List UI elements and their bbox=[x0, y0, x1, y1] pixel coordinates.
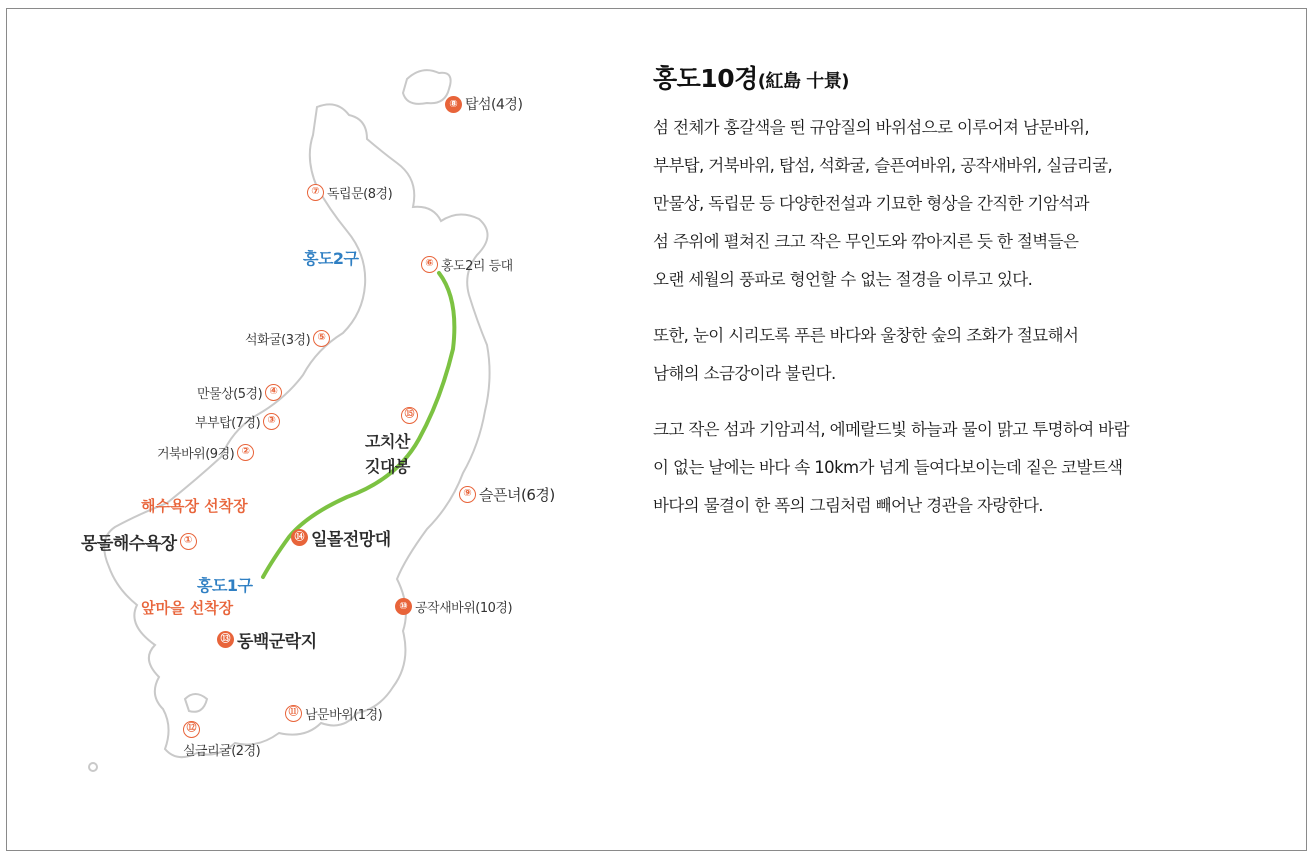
hongdo-map bbox=[67, 59, 627, 819]
title-main: 홍도10경 bbox=[653, 64, 758, 93]
spot-10 bbox=[395, 597, 512, 616]
spot-13-badge: ⑬ bbox=[217, 631, 234, 648]
spot-7-badge: ⑦ bbox=[307, 184, 324, 201]
spot-3-badge: ③ bbox=[263, 413, 280, 430]
paragraph-3 bbox=[653, 411, 1313, 525]
spot-11 bbox=[285, 704, 382, 723]
paragraph-2 bbox=[653, 317, 1313, 393]
spot-13 bbox=[217, 627, 317, 652]
paragraph-1-line: 부부탑, 거북바위, 탑섬, 석화굴, 슬픈여바위, 공작새바위, 실금리굴, bbox=[653, 156, 1113, 175]
spot-13-label: 동백군락지 bbox=[237, 632, 317, 652]
peak-label bbox=[365, 431, 410, 478]
spot-10-badge: ⑩ bbox=[395, 598, 412, 615]
spot-11-badge: ⑪ bbox=[285, 705, 302, 722]
paragraph-3-line: 크고 작은 섬과 기암괴석, 에메랄드빛 하늘과 물이 맑고 투명하여 바람 bbox=[653, 420, 1129, 439]
paragraph-3-line: 바다의 물결이 한 폭의 그림처럼 빼어난 경관을 자랑한다. bbox=[653, 496, 1043, 515]
page-title bbox=[653, 59, 1313, 95]
spot-5-badge-visible: ⑤ bbox=[313, 330, 330, 347]
spot-2-badge: ② bbox=[237, 444, 254, 461]
spot-9-badge: ⑨ bbox=[459, 486, 476, 503]
spot-1-label: 몽돌해수욕장 bbox=[81, 534, 177, 554]
paragraph-1-line: 섬 전체가 홍갈색을 띈 규암질의 바위섬으로 이루어져 남문바위, bbox=[653, 118, 1089, 137]
spot-4 bbox=[197, 383, 282, 402]
description-panel bbox=[653, 59, 1313, 525]
paragraph-1-line: 섬 주위에 펼쳐진 크고 작은 무인도와 깎아지른 듯 한 절벽들은 bbox=[653, 232, 1079, 251]
spot-15-badge: ⑮ bbox=[401, 407, 418, 424]
spot-3 bbox=[195, 412, 280, 431]
harbor-north: 해수욕장 선착장 bbox=[141, 497, 248, 515]
spot-4-label: 만물상(5경) bbox=[197, 387, 263, 402]
spot-1-badge: ① bbox=[180, 533, 197, 550]
spot-6-label: 홍도2리 등대 bbox=[441, 259, 513, 274]
spot-2-label: 거북바위(9경) bbox=[157, 447, 235, 462]
spot-14-label: 일몰전망대 bbox=[311, 530, 391, 550]
spot-2 bbox=[157, 443, 254, 462]
paragraph-3-line: 이 없는 날에는 바다 속 10km가 넘게 들여다보이는데 짙은 코발트색 bbox=[653, 458, 1123, 477]
spot-14 bbox=[291, 525, 391, 550]
spot-5-label: 석화굴(3경) bbox=[245, 333, 311, 348]
paragraph-2-line: 남해의 소금강이라 불린다. bbox=[653, 364, 836, 383]
spot-4-badge: ④ bbox=[265, 384, 282, 401]
spot-8-badge: ⑧ bbox=[445, 96, 462, 113]
district-south: 홍도1구 bbox=[197, 576, 253, 595]
title-sub: (紅島 十景) bbox=[757, 71, 849, 92]
spot-12 bbox=[183, 721, 260, 759]
spot-12-label: 실금리굴(2경) bbox=[183, 744, 261, 759]
spot-10-label: 공작새바위(10경) bbox=[415, 601, 513, 616]
paragraph-1 bbox=[653, 109, 1313, 299]
spot-5 bbox=[245, 329, 330, 348]
spot-9-label: 슬픈녀(6경) bbox=[479, 486, 555, 504]
paragraph-1-line: 오랜 세월의 풍파로 형언할 수 없는 절경을 이루고 있다. bbox=[653, 270, 1033, 289]
paragraph-2-line: 또한, 눈이 시리도록 푸른 바다와 울창한 숲의 조화가 절묘해서 bbox=[653, 326, 1079, 345]
spot-14-badge: ⑭ bbox=[291, 529, 308, 546]
spot-11-label: 남문바위(1경) bbox=[305, 708, 383, 723]
harbor-south: 앞마을 선착장 bbox=[141, 599, 234, 617]
peak-line1: 고치산 bbox=[365, 432, 410, 451]
spot-12-badge: ⑫ bbox=[183, 721, 200, 738]
spot-3-label: 부부탑(7경) bbox=[195, 416, 261, 431]
spot-1 bbox=[81, 529, 197, 554]
spot-6 bbox=[421, 255, 513, 274]
district-north: 홍도2구 bbox=[303, 249, 359, 268]
content-frame bbox=[6, 8, 1307, 851]
spot-7-label: 독립문(8경) bbox=[327, 187, 393, 202]
spot-6-badge: ⑥ bbox=[421, 256, 438, 273]
spot-8 bbox=[445, 94, 522, 114]
spot-15 bbox=[401, 407, 418, 424]
peak-line2: 깃대봉 bbox=[365, 457, 410, 476]
paragraph-1-line: 만물상, 독립문 등 다양한전설과 기묘한 형상을 간직한 기암석과 bbox=[653, 194, 1089, 213]
spot-9 bbox=[459, 484, 555, 505]
spot-7 bbox=[307, 183, 392, 202]
spot-8-label: 탑섬(4경) bbox=[465, 97, 523, 113]
